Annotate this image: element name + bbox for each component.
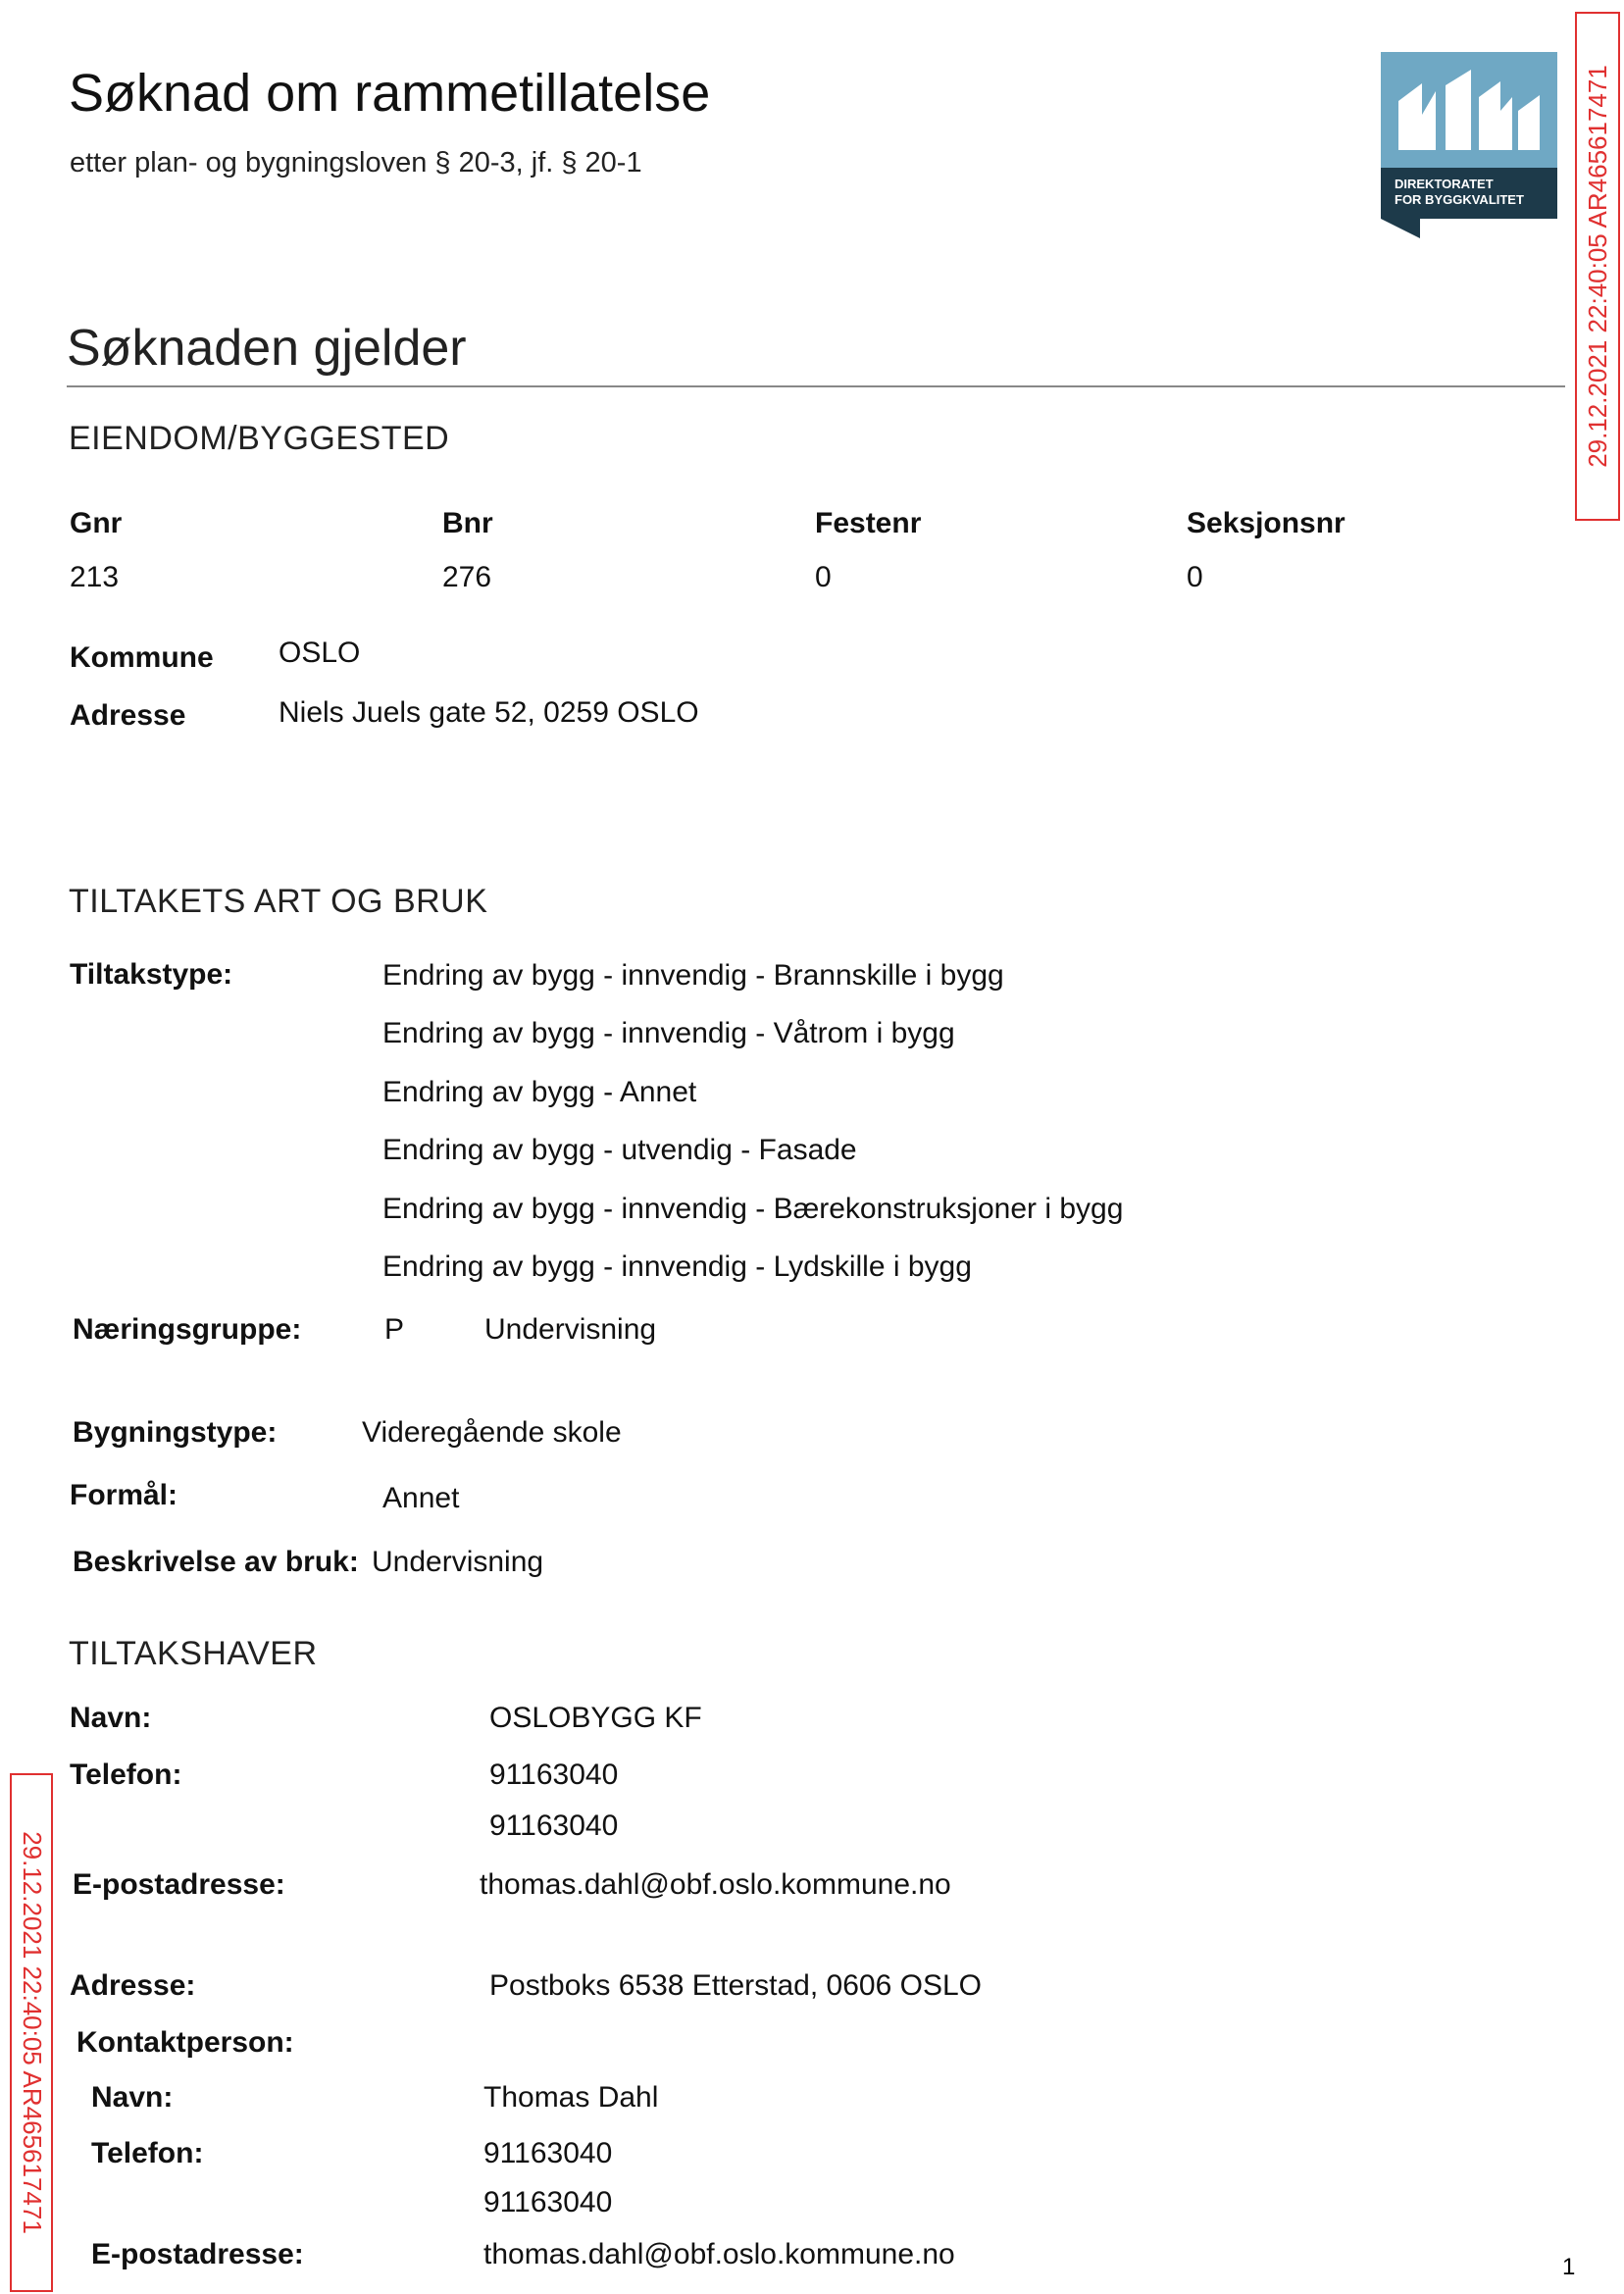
- kontakt-navn-value: Thomas Dahl: [483, 2081, 659, 2114]
- kontakt-telefon-label: Telefon:: [91, 2137, 204, 2169]
- bnr-label: Bnr: [442, 507, 493, 539]
- tiltakstype-label: Tiltakstype:: [70, 958, 233, 991]
- adresse-label: Adresse: [70, 699, 186, 732]
- bygningstype-value: Videregående skole: [362, 1416, 622, 1449]
- tiltakstype-item: Endring av bygg - innvendig - Bærekonstruksjoner i bygg: [382, 1193, 1124, 1225]
- gnr-label: Gnr: [70, 507, 123, 539]
- kontakt-telefon-value: 91163040: [483, 2186, 613, 2218]
- logo-text-line2: FOR BYGGKVALITET: [1395, 192, 1524, 207]
- seksjonsnr-label: Seksjonsnr: [1187, 507, 1345, 539]
- adresse-value: Postboks 6538 Etterstad, 0606 OSLO: [489, 1969, 982, 2002]
- navn-label: Navn:: [70, 1702, 152, 1734]
- kontakt-epost-value[interactable]: thomas.dahl@obf.oslo.kommune.no: [483, 2238, 955, 2270]
- bnr-value: 276: [442, 561, 492, 593]
- festenr-label: Festenr: [815, 507, 922, 539]
- epost-value[interactable]: thomas.dahl@obf.oslo.kommune.no: [480, 1868, 951, 1901]
- telefon-label: Telefon:: [70, 1759, 182, 1791]
- tiltakstype-item: Endring av bygg - innvendig - Brannskille i bygg: [382, 959, 1004, 992]
- main-heading: Søknaden gjelder: [67, 320, 467, 377]
- kontakt-epost-label: E-postadresse:: [91, 2238, 304, 2270]
- telefon-value: 91163040: [489, 1810, 619, 1842]
- logo-text-line1: DIREKTORATET: [1395, 177, 1494, 191]
- formal-label: Formål:: [70, 1479, 178, 1511]
- section-tiltakshaver-title: TILTAKSHAVER: [69, 1635, 318, 1672]
- adresse-label: Adresse:: [70, 1969, 196, 2002]
- section-tiltak-title: TILTAKETS ART OG BRUK: [69, 883, 488, 920]
- kontaktperson-label: Kontaktperson:: [76, 2026, 294, 2059]
- navn-value: OSLOBYGG KF: [489, 1702, 702, 1734]
- festenr-value: 0: [815, 561, 832, 593]
- kontakt-navn-label: Navn:: [91, 2081, 174, 2114]
- kontakt-telefon-value: 91163040: [483, 2137, 613, 2169]
- kommune-label: Kommune: [70, 641, 214, 674]
- page-number: 1: [1562, 2254, 1576, 2280]
- kommune-value: OSLO: [279, 637, 361, 669]
- bruk-value: Undervisning: [372, 1546, 544, 1578]
- section-eiendom-title: EIENDOM/BYGGESTED: [69, 420, 450, 457]
- heading-divider: [67, 385, 1565, 387]
- timestamp-stamp-left: 29.12.2021 22:40:05 AR465617471: [10, 1773, 53, 2292]
- timestamp-stamp-right: 29.12.2021 22:40:05 AR465617471: [1575, 12, 1620, 521]
- tiltakstype-item: Endring av bygg - innvendig - Våtrom i bygg: [382, 1017, 955, 1049]
- bygningstype-label: Bygningstype:: [73, 1416, 278, 1449]
- epost-label: E-postadresse:: [73, 1868, 285, 1901]
- dibk-logo: [1381, 52, 1557, 219]
- formal-value: Annet: [382, 1482, 460, 1514]
- document-subtitle: etter plan- og bygningsloven § 20-3, jf. § 20-1: [70, 147, 642, 178]
- document-title: Søknad om rammetillatelse: [69, 64, 711, 123]
- tiltakstype-item: Endring av bygg - utvendig - Fasade: [382, 1134, 857, 1166]
- tiltakstype-item: Endring av bygg - Annet: [382, 1076, 697, 1108]
- adresse-value: Niels Juels gate 52, 0259 OSLO: [279, 696, 699, 729]
- naeringsgruppe-value: Undervisning: [484, 1313, 657, 1346]
- naeringsgruppe-label: Næringsgruppe:: [73, 1313, 302, 1346]
- naeringsgruppe-code: P: [384, 1313, 405, 1346]
- gnr-value: 213: [70, 561, 120, 593]
- bruk-label: Beskrivelse av bruk:: [73, 1546, 359, 1578]
- telefon-value: 91163040: [489, 1759, 619, 1791]
- seksjonsnr-value: 0: [1187, 561, 1203, 593]
- tiltakstype-item: Endring av bygg - innvendig - Lydskille i bygg: [382, 1250, 972, 1283]
